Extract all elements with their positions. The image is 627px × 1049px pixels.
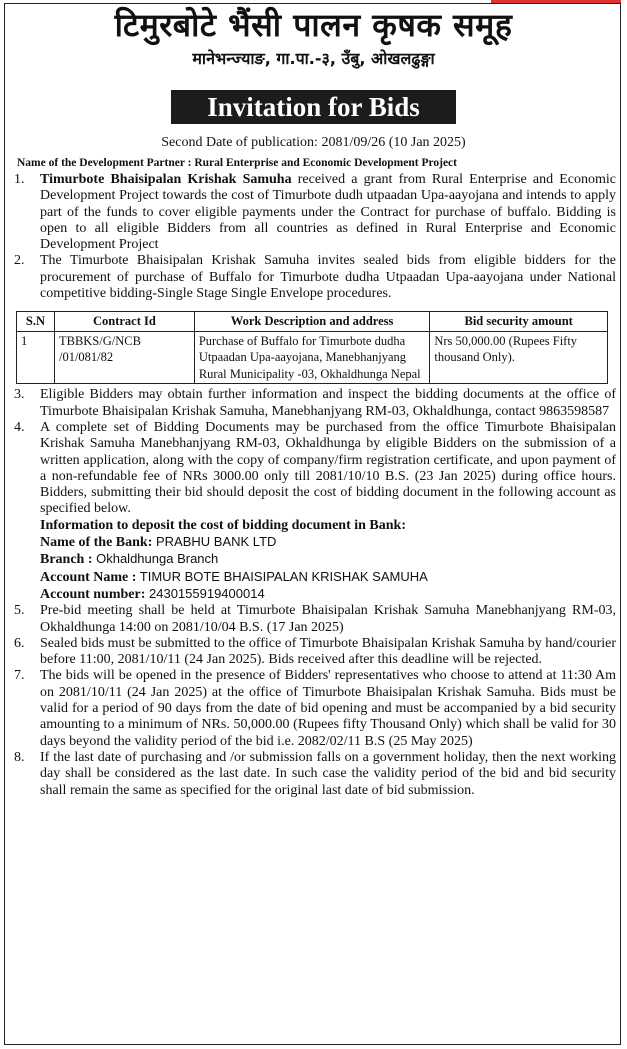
clause-4 [12,420,616,603]
clause-number: 2. [14,253,25,269]
clause-1 [12,172,616,253]
clause-number: 8. [14,749,25,765]
notice-banner: Invitation for Bids [171,90,456,124]
clause-text: Eligible Bidders may obtain further information and inspect the bidding documents at the office of Timurbote Bhaisipalan Krishak Samuha, Manebhanjyang RM-03, Okhaldhunga, contact 9863598587 [40,387,616,419]
header-description: Work Description and address [194,312,430,332]
account-name-line: Account Name : TIMUR BOTE BHAISIPALAN KRISHAK SAMUHA [40,568,428,585]
corner-mark [491,0,621,3]
address-nepali: मानेभन्ज्याङ, गा.पा.-३, उँबु, ओखलढुङ्गा [192,49,435,68]
cell-description: Purchase of Buffalo for Timurbote dudha Utpaadan Upa-aayojana, Manebhanjyang Rural Municipality -03, Okhaldhunga Nepal [194,331,430,384]
clause-number: 7. [14,668,25,684]
development-partner: Name of the Development Partner : Rural Enterprise and Economic Development Project [17,157,457,169]
clause-number: 3. [14,387,25,403]
clause-number: 4. [14,419,25,435]
clause-8 [12,750,616,799]
bank-heading: Information to deposit the cost of bidding document in Bank: [40,517,406,533]
account-number-line: Account number: 2430155919400014 [40,585,265,602]
table-row [17,331,608,384]
clause-text: If the last date of purchasing and /or submission falls on a government holiday, then the next working day shall be considered as the last date. In such case the validity period of the bid and bid security shall remain the same as specified for the original last date of bid submission. [40,749,616,798]
clause-7 [12,668,616,749]
clause-text: received a grant from Rural Enterprise and Economic Development Project towards the cost of Timurbote dudh utpaadan Upa-aayojana and intends to apply part of the funds to cover eligible payments under the Contract for purchase of buffalo. Bidding is open to all eligible Bidders from all countries as defined in Rural Enterprise and Economic Development Project [40,172,616,253]
cell-contract-id: TBBKS/G/NCB /01/081/82 [54,331,194,384]
clause-2 [12,253,616,302]
clause-number: 5. [14,603,25,619]
header-security: Bid security amount [430,312,608,332]
contract-table [16,311,608,384]
table-header-row [17,312,608,332]
clause-6 [12,636,616,669]
clause-text: The bids will be opened in the presence of Bidders' representatives who choose to attend at 11:30 Am on 2081/10/11 (24 Jan 2025) at the office of Timurbote Bhaisipalan Krishak Samuha. Bids must be valid for a period of 90 days from the date of bid opening and must be accompanied by a bid security amounting to a minimum of NRs. 50,000.00 (Rupees fifty Thousand Only) which shall be valid for 30 days beyond the validity period of the bid i.e. 2082/02/11 B.S (25 May 2025) [40,668,616,749]
publication-date: Second Date of publication: 2081/09/26 (10 Jan 2025) [161,135,466,150]
notice-body [12,172,616,799]
clause-text: The Timurbote Bhaisipalan Krishak Samuha invites sealed bids from eligible bidders for the procurement of purchase of Buffalo for Timurbote dudha Utpaadan Upa-aayojana under National competitive bidding-Single Stage Single Envelope procedures. [40,253,616,302]
clause-text: Sealed bids must be submitted to the office of Timurbote Bhaisipalan Krishak Samuha by hand/courier before 11:00, 2081/10/11 (24 Jan 2025). Bids received after this deadline will be rejected. [40,635,616,668]
header-sn: S.N [17,312,55,332]
grantee-name: Timurbote Bhaisipalan Krishak Samuha [40,172,292,187]
clause-text: Pre-bid meeting shall be held at Timurbote Bhaisipalan Krishak Samuha Manebhanjyang RM-03, Okhaldhunga 14:00 on 2081/10/04 B.S. (17 Jan 2025) [40,603,616,635]
bank-name-line: Name of the Bank: PRABHU BANK LTD [40,534,277,551]
group-name-nepali: टिमुरबोटे भैंसी पालन कृषक समूह [114,6,513,44]
cell-sn: 1 [17,331,55,384]
clause-number: 1. [14,172,25,187]
clause-3 [12,387,616,420]
clause-5 [12,603,616,636]
header-contract-id: Contract Id [54,312,194,332]
branch-line: Branch : Okhaldhunga Branch [40,551,219,568]
clause-text: A complete set of Bidding Documents may be purchased from the office Timurbote Bhaisipalan Krishak Samuha Manebhanjyang RM-03, Okhaldhunga by eligible Bidders on the submission of a written application, along with the copy of company/firm registration certificate, and upon payment of a non-refundable fee of NRs 3000.00 only till 2081/10/10 B.S. (23 Jan 2025) during office hours. Bidders, submitting their bid should deposit the cost of bidding document in the following account as specified below. [40,419,616,517]
cell-security: Nrs 50,000.00 (Rupees Fifty thousand Only). [430,331,608,384]
clause-number: 6. [14,635,25,651]
